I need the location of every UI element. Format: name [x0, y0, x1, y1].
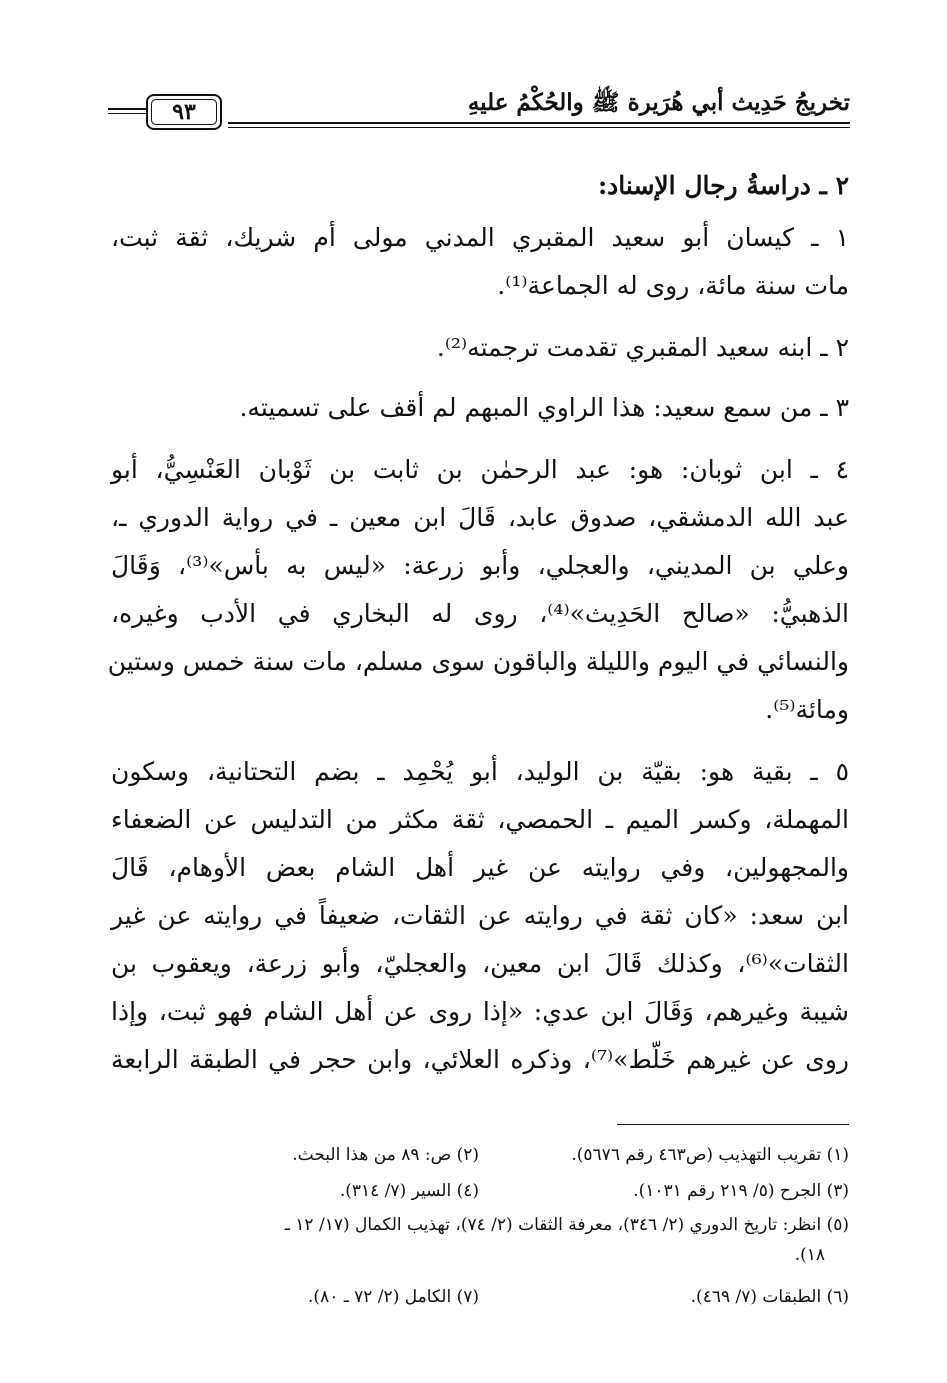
footnote: (٢) ص: ٨٩ من هذا البحث. [292, 1145, 479, 1165]
body-line: الثقات»⁽⁶⁾، وكذلك قَالَ ابن معين، والعجليّ، وأبو زرعة، ويعقوب بن [111, 949, 849, 978]
page-number-frame [146, 94, 222, 130]
footnote: (٧) الكامل (٢/ ٧٢ ـ ٨٠). [308, 1287, 479, 1307]
section-heading: ٢ ـ دراسةُ رجال الإسناد: [597, 171, 849, 200]
body-line: والنسائي في اليوم والليلة والباقون سوى مسلم، مات سنة خمس وستين [107, 647, 849, 676]
page-header [108, 88, 850, 138]
footnote: (١) تقريب التهذيب (ص٤٦٣ رقم ٥٦٧٦). [571, 1145, 849, 1165]
footnote: ١٨). [794, 1245, 825, 1265]
body-line: عبد الله الدمشقي، صدوق عابد، قَالَ ابن معين ـ في رواية الدوري ـ، [111, 503, 849, 532]
body-line: ٢ ـ ابنه سعيد المقبري تقدمت ترجمته⁽²⁾. [436, 333, 849, 362]
page-number: ٩٣ [172, 99, 196, 125]
footnote: (٣) الجرح (٥/ ٢١٩ رقم ١٠٣١). [633, 1181, 849, 1201]
body-line: ٥ ـ بقية هو: بقيّة بن الوليد، أبو يُحْمِد ـ بضم التحتانية، وسكون [111, 757, 849, 786]
body-line: مات سنة مائة، روى له الجماعة⁽¹⁾. [497, 271, 849, 300]
body-line: روى عن غيرهم خَلّط»⁽⁷⁾، وذكره العلائي، وابن حجر في الطبقة الرابعة [111, 1045, 850, 1074]
body-line: والمجهولين، وفي روايته عن غير أهل الشام بعض الأوهام، قَالَ [111, 853, 849, 882]
body-line: ٤ ـ ابن ثوبان: هو: عبد الرحمٰن بن ثابت بن ثَوْبان العَنْسِيُّ، أبو [111, 455, 849, 484]
body-line: المهملة، وكسر الميم ـ الحمصي، ثقة مكثر من التدليس عن الضعفاء [111, 805, 849, 834]
body-line: ومائة⁽⁵⁾. [765, 695, 849, 724]
page-number-rule [108, 108, 146, 110]
body-line: ٣ ـ من سمع سعيد: هذا الراوي المبهم لم أقف على تسميته. [239, 393, 849, 422]
body-line: ابن سعد: «كان ثقة في روايته عن الثقات، ضعيفاً في روايته عن غير [111, 901, 849, 930]
body-line: ١ ـ كيسان أبو سعيد المقبري المدني مولى أم شريك، ثقة ثبت، [111, 223, 849, 252]
running-title: تخريجُ حَدِيث أبي هُرَيرة ﷺ والحُكْمُ عليهِ [467, 89, 850, 116]
header-rule-thin [228, 127, 850, 128]
body-line: وعلي بن المديني، والعجلي، وأبو زرعة: «ليس به بأس»⁽³⁾، وَقَالَ [111, 551, 849, 580]
footnote: (٤) السير (٧/ ٣١٤). [339, 1181, 479, 1201]
body-line: شيبة وغيرهم، وَقَالَ ابن عدي: «إذا روى عن أهل الشام فهو ثبت، وإذا [111, 997, 849, 1026]
footnote-rule [617, 1124, 849, 1125]
header-rule [228, 122, 850, 124]
body-line: الذهبيُّ: «صالح الحَدِيث»⁽⁴⁾، روى له البخاري في الأدب وغيره، [111, 599, 850, 628]
footnote: (٦) الطبقات (٧/ ٤٦٩). [690, 1287, 849, 1307]
page-number-rule-thin [108, 113, 146, 114]
footnote: (٥) انظر: تاريخ الدوري (٢/ ٣٤٦)، معرفة الثقات (٢/ ٧٤)، تهذيب الكمال (١٧/ ١٢ ـ [284, 1215, 849, 1235]
